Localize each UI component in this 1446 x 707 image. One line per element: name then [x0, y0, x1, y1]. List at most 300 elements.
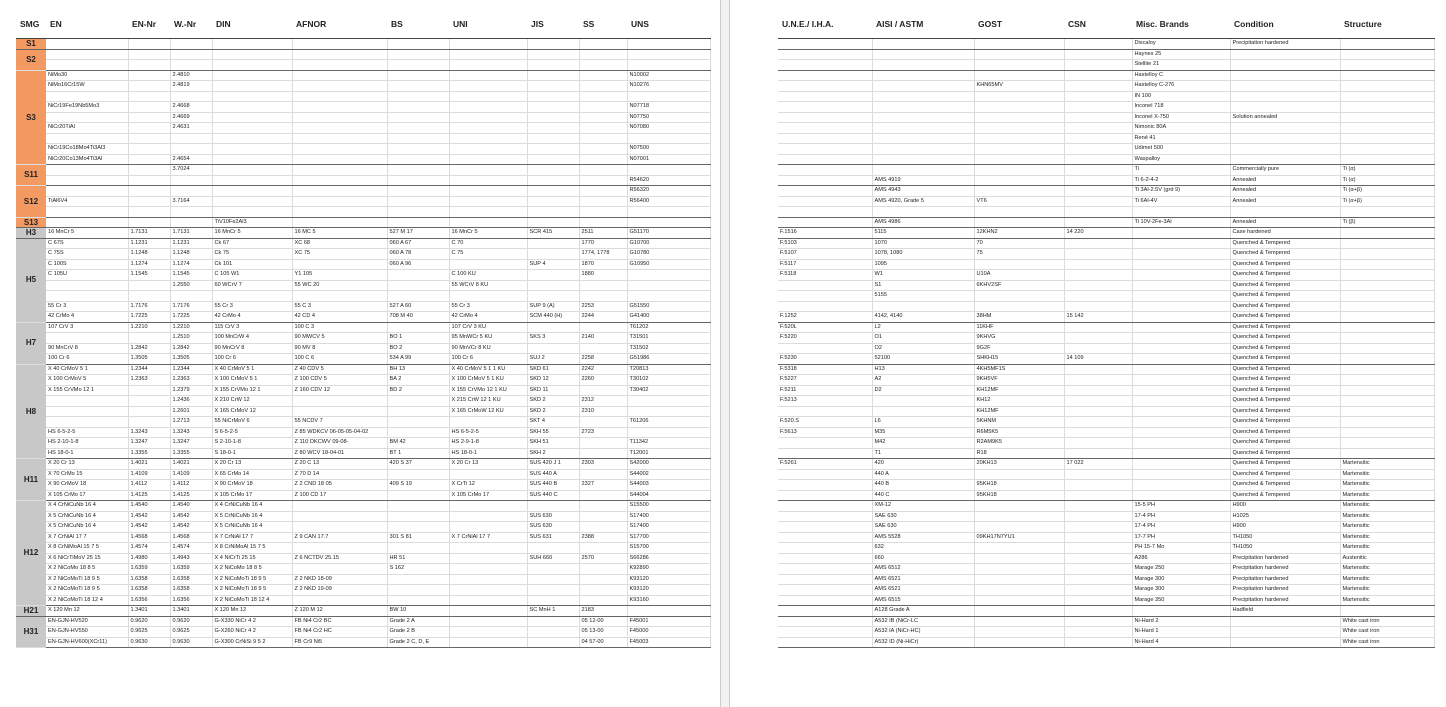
table-cell: X 20 Cr 13 — [449, 459, 527, 470]
table-cell: BD 2 — [387, 385, 449, 396]
table-cell — [527, 322, 579, 333]
table-cell — [627, 280, 710, 291]
table-cell: HR 51 — [387, 553, 449, 564]
table-cell — [128, 49, 170, 60]
table-cell: AMS 4919 — [872, 175, 974, 186]
table-cell: AMS 5528 — [872, 532, 974, 543]
table-cell — [1132, 469, 1230, 480]
table-cell — [778, 207, 872, 218]
table-cell — [974, 627, 1064, 638]
table-cell: F45000 — [627, 627, 710, 638]
table-cell: 1.6358 — [170, 574, 212, 585]
table-cell: 1.2436 — [170, 396, 212, 407]
table-cell — [527, 627, 579, 638]
table-cell: 2310 — [579, 406, 627, 417]
table-cell — [1064, 123, 1132, 134]
table-cell: AMS 6521 — [872, 574, 974, 585]
table-cell: Quenched & Tempered — [1230, 270, 1340, 281]
table-cell — [449, 217, 527, 228]
table-cell: X 40 CrMoV 5 1 1 KU — [449, 364, 527, 375]
table-cell — [292, 91, 387, 102]
column-header: EN-Nr — [128, 10, 170, 39]
table-cell — [1132, 270, 1230, 281]
table-cell: 0.9625 — [170, 627, 212, 638]
table-row — [778, 81, 1434, 92]
table-cell — [46, 207, 128, 218]
table-cell: 1.2510 — [170, 333, 212, 344]
table-cell: X 105 CrMo 17 — [46, 490, 128, 501]
table-row — [16, 81, 710, 92]
table-row — [16, 574, 710, 585]
table-cell: Martensitic — [1340, 501, 1434, 512]
table-cell: Martensitic — [1340, 585, 1434, 596]
table-cell — [1064, 532, 1132, 543]
table-cell — [1064, 259, 1132, 270]
table-cell: BM 42 — [387, 438, 449, 449]
table-cell — [872, 396, 974, 407]
table-cell — [46, 333, 128, 344]
table-cell: 60 WCrV 7 — [212, 280, 292, 291]
table-cell: Haynes 25 — [1132, 49, 1230, 60]
table-cell — [449, 616, 527, 627]
table-cell — [292, 39, 387, 50]
table-cell: 1.4943 — [170, 553, 212, 564]
table-cell: 2327 — [579, 480, 627, 491]
table-cell — [46, 175, 128, 186]
table-cell: 100 C 6 — [292, 354, 387, 365]
table-row — [778, 280, 1434, 291]
table-cell: 95 MnWCr 5 KU — [449, 333, 527, 344]
table-cell — [1064, 501, 1132, 512]
table-cell: X 4 CrNiCuNb 16 4 — [46, 501, 128, 512]
table-row — [778, 228, 1434, 239]
table-cell — [527, 501, 579, 512]
table-cell — [1132, 490, 1230, 501]
table-cell — [778, 532, 872, 543]
table-cell — [387, 207, 449, 218]
table-cell — [579, 49, 627, 60]
table-cell — [974, 102, 1064, 113]
table-cell: 1.2344 — [128, 364, 170, 375]
table-cell: 95KH18 — [974, 490, 1064, 501]
table-cell: Hastelloy C-276 — [1132, 81, 1230, 92]
table-cell: 1.4542 — [128, 511, 170, 522]
table-cell — [128, 333, 170, 344]
table-cell — [292, 133, 387, 144]
table-cell: Quenched & Tempered — [1230, 333, 1340, 344]
table-cell: Quenched & Tempered — [1230, 312, 1340, 323]
table-cell: 1.4021 — [128, 459, 170, 470]
table-cell: X 5 CrNiCuNb 16 4 — [212, 522, 292, 533]
table-cell — [1340, 343, 1434, 354]
table-cell: TiV10Fe2Al3 — [212, 217, 292, 228]
table-cell — [449, 469, 527, 480]
table-cell: Annealed — [1230, 175, 1340, 186]
table-cell — [579, 39, 627, 50]
table-cell — [449, 123, 527, 134]
table-cell: X 8 CrNiMoAl 15 7 5 — [212, 543, 292, 554]
table-cell: 2183 — [579, 606, 627, 617]
table-row — [778, 616, 1434, 627]
table-cell: 0.9625 — [128, 627, 170, 638]
table-cell: White cast iron — [1340, 616, 1434, 627]
table-cell — [527, 207, 579, 218]
column-header: Misc. Brands — [1132, 10, 1230, 39]
table-cell — [974, 574, 1064, 585]
table-cell — [1064, 112, 1132, 123]
table-cell: SUP 4 — [527, 259, 579, 270]
table-cell — [449, 112, 527, 123]
table-cell — [1340, 228, 1434, 239]
table-cell: X 40 CrMoV 5 1 — [46, 364, 128, 375]
table-cell: 100 Cr 6 — [449, 354, 527, 365]
table-cell — [170, 60, 212, 71]
table-row — [778, 553, 1434, 564]
table-cell: 1.7225 — [170, 312, 212, 323]
table-cell — [1132, 207, 1230, 218]
table-cell — [292, 196, 387, 207]
column-header: U.N.E./ I.H.A. — [778, 10, 872, 39]
table-cell: Quenched & Tempered — [1230, 438, 1340, 449]
table-cell: C 70 — [449, 238, 527, 249]
table-cell: EN-GJN-HV520 — [46, 616, 128, 627]
right-page — [730, 0, 1446, 707]
table-cell — [212, 123, 292, 134]
table-cell — [449, 196, 527, 207]
table-cell — [527, 637, 579, 648]
table-cell — [387, 543, 449, 554]
table-cell — [1340, 375, 1434, 386]
table-cell — [627, 60, 710, 71]
table-cell: Martensitic — [1340, 490, 1434, 501]
table-cell: Martensitic — [1340, 595, 1434, 606]
table-cell — [872, 123, 974, 134]
table-cell: K92890 — [627, 564, 710, 575]
column-header: SS — [579, 10, 627, 39]
table-cell: Z 20 C 13 — [292, 459, 387, 470]
table-cell — [579, 322, 627, 333]
table-cell: R56320 — [627, 186, 710, 197]
table-cell: 1.4109 — [170, 469, 212, 480]
table-cell — [527, 112, 579, 123]
table-row — [16, 322, 710, 333]
table-row — [16, 186, 710, 197]
table-cell: 1.2379 — [170, 385, 212, 396]
table-row — [778, 291, 1434, 302]
table-cell: Ck 67 — [212, 238, 292, 249]
table-cell — [1340, 333, 1434, 344]
table-cell: S 18-0-1 — [212, 448, 292, 459]
table-cell: 1.1274 — [170, 259, 212, 270]
table-cell — [170, 186, 212, 197]
table-cell — [292, 186, 387, 197]
table-row — [16, 333, 710, 344]
table-cell: AMS 4986 — [872, 217, 974, 228]
table-cell: Stellite 21 — [1132, 60, 1230, 71]
table-cell — [872, 102, 974, 113]
table-cell — [449, 39, 527, 50]
table-cell — [387, 133, 449, 144]
table-cell: 12KHN2 — [974, 228, 1064, 239]
table-cell: F.5318 — [778, 364, 872, 375]
smg-group-label: S12 — [16, 186, 46, 218]
table-cell: Quenched & Tempered — [1230, 259, 1340, 270]
table-cell: F.5230 — [778, 354, 872, 365]
table-cell: R54620 — [627, 175, 710, 186]
table-cell — [974, 616, 1064, 627]
table-cell: Martensitic — [1340, 469, 1434, 480]
table-cell — [974, 511, 1064, 522]
table-cell — [128, 154, 170, 165]
table-cell: HS 18-0-1 — [449, 448, 527, 459]
table-cell — [579, 511, 627, 522]
table-cell: 1.6358 — [128, 585, 170, 596]
table-cell: 4142, 4140 — [872, 312, 974, 323]
table-row — [16, 627, 710, 638]
table-cell — [527, 564, 579, 575]
table-cell — [1064, 522, 1132, 533]
smg-cross-reference-table — [16, 10, 711, 648]
table-cell: S42000 — [627, 459, 710, 470]
table-cell — [1064, 406, 1132, 417]
table-cell — [387, 406, 449, 417]
table-row — [16, 207, 710, 218]
table-cell — [449, 564, 527, 575]
table-cell — [1064, 70, 1132, 81]
table-cell — [974, 60, 1064, 71]
table-cell: Waspalloy — [1132, 154, 1230, 165]
table-cell: K93120 — [627, 585, 710, 596]
table-cell: 1.2842 — [170, 343, 212, 354]
table-cell — [449, 175, 527, 186]
table-cell: Solution annealed — [1230, 112, 1340, 123]
table-cell — [778, 217, 872, 228]
table-cell — [292, 102, 387, 113]
table-cell: 55 WCrV 8 KU — [449, 280, 527, 291]
table-cell — [449, 637, 527, 648]
table-cell: Hastelloy C — [1132, 70, 1230, 81]
table-cell — [1132, 417, 1230, 428]
table-cell: X 165 CrMoV 12 — [212, 406, 292, 417]
table-row — [16, 522, 710, 533]
table-cell — [778, 102, 872, 113]
table-cell: Ti 6-2-4-2 — [1132, 175, 1230, 186]
table-cell: 1.4540 — [128, 501, 170, 512]
table-cell — [128, 133, 170, 144]
table-cell: 060 A 67 — [387, 238, 449, 249]
column-header: UNS — [627, 10, 710, 39]
table-cell — [1064, 60, 1132, 71]
table-cell: SHKH15 — [974, 354, 1064, 365]
table-cell — [579, 385, 627, 396]
table-cell — [1340, 39, 1434, 50]
table-cell — [292, 123, 387, 134]
table-cell: C 75 — [449, 249, 527, 260]
table-cell: 1.4109 — [128, 469, 170, 480]
table-cell: S 2-10-1-8 — [212, 438, 292, 449]
table-cell: SUS 630 — [527, 511, 579, 522]
table-cell — [1132, 427, 1230, 438]
table-cell — [974, 144, 1064, 155]
table-cell — [527, 270, 579, 281]
table-cell — [627, 217, 710, 228]
table-cell: Annealed — [1230, 217, 1340, 228]
table-cell — [627, 49, 710, 60]
table-cell: H900 — [1230, 522, 1340, 533]
table-row — [16, 606, 710, 617]
table-cell: 2723 — [579, 427, 627, 438]
table-cell — [1064, 238, 1132, 249]
table-row — [16, 280, 710, 291]
table-cell: Martensitic — [1340, 532, 1434, 543]
table-row — [16, 637, 710, 648]
smg-group-label: H21 — [16, 606, 46, 617]
table-cell: Grade 2 A — [387, 616, 449, 627]
table-row — [16, 60, 710, 71]
table-row — [778, 91, 1434, 102]
table-cell: Marage 300 — [1132, 574, 1230, 585]
table-cell: H13 — [872, 364, 974, 375]
table-cell: 17-4 PH — [1132, 522, 1230, 533]
table-cell — [1064, 186, 1132, 197]
table-cell: L6 — [872, 417, 974, 428]
table-cell: AMS 6515 — [872, 595, 974, 606]
table-cell — [1064, 249, 1132, 260]
table-cell: A532 ID (Ni-HiCr) — [872, 637, 974, 648]
smg-group-label: S13 — [16, 217, 46, 228]
table-cell: 534 A 99 — [387, 354, 449, 365]
table-cell: 90 MnVCr 8 KU — [449, 343, 527, 354]
table-cell: 2.4668 — [170, 102, 212, 113]
table-row — [16, 543, 710, 554]
table-row — [778, 375, 1434, 386]
table-cell: Z 70 D 14 — [292, 469, 387, 480]
table-row — [16, 144, 710, 155]
table-cell: F.5211 — [778, 385, 872, 396]
table-cell — [527, 249, 579, 260]
table-cell — [387, 490, 449, 501]
table-cell: Quenched & Tempered — [1230, 354, 1340, 365]
table-cell — [1132, 343, 1230, 354]
table-cell: SKH 55 — [527, 427, 579, 438]
table-cell — [872, 60, 974, 71]
table-cell: X 210 CrW 12 — [212, 396, 292, 407]
table-cell: 20KH13 — [974, 459, 1064, 470]
table-cell — [778, 280, 872, 291]
table-cell: Martensitic — [1340, 511, 1434, 522]
table-cell: 440 A — [872, 469, 974, 480]
table-cell — [387, 186, 449, 197]
table-cell: TH1050 — [1230, 532, 1340, 543]
table-cell — [46, 133, 128, 144]
table-cell — [974, 165, 1064, 176]
table-cell: 17-4 PH — [1132, 511, 1230, 522]
table-cell: X 155 CrVMo 12 1 — [212, 385, 292, 396]
table-cell: L2 — [872, 322, 974, 333]
table-cell: BO 1 — [387, 333, 449, 344]
table-cell: SKD 11 — [527, 385, 579, 396]
table-cell — [872, 39, 974, 50]
table-cell — [1340, 91, 1434, 102]
table-cell: BT 1 — [387, 448, 449, 459]
table-row — [778, 322, 1434, 333]
table-row — [778, 249, 1434, 260]
table-cell — [778, 511, 872, 522]
table-row — [16, 616, 710, 627]
table-cell — [449, 585, 527, 596]
table-cell — [1340, 144, 1434, 155]
table-cell: R6M5K5 — [974, 427, 1064, 438]
table-cell: 1.2713 — [170, 417, 212, 428]
table-cell: G51550 — [627, 301, 710, 312]
table-header-row — [778, 10, 1434, 39]
table-cell: SUS 630 — [527, 522, 579, 533]
table-cell — [579, 186, 627, 197]
table-row — [16, 564, 710, 575]
table-cell: 0.9620 — [170, 616, 212, 627]
table-cell — [627, 270, 710, 281]
table-cell — [1230, 91, 1340, 102]
table-cell — [128, 81, 170, 92]
table-cell: Udimet 500 — [1132, 144, 1230, 155]
table-cell: EN-GJN-HV550 — [46, 627, 128, 638]
table-cell: 16 MnCr 5 — [212, 228, 292, 239]
table-cell: SUP 9 (A) — [527, 301, 579, 312]
table-cell: T12001 — [627, 448, 710, 459]
table-cell: Z 110 DKCWV 09-08- — [292, 438, 387, 449]
table-cell — [579, 70, 627, 81]
table-cell: X 105 CrMo 17 — [449, 490, 527, 501]
table-cell — [527, 585, 579, 596]
table-cell: 2.4669 — [170, 112, 212, 123]
table-cell — [292, 564, 387, 575]
table-cell — [872, 112, 974, 123]
table-cell — [579, 417, 627, 428]
table-cell: Z 9 CAN 17.7 — [292, 532, 387, 543]
smg-group-label: H5 — [16, 238, 46, 322]
table-cell — [527, 133, 579, 144]
table-cell: X 90 CrMoV 18 — [212, 480, 292, 491]
smg-group-label: H7 — [16, 322, 46, 364]
table-cell: F.5118 — [778, 270, 872, 281]
table-cell: Quenched & Tempered — [1230, 406, 1340, 417]
table-cell — [449, 165, 527, 176]
table-cell — [778, 616, 872, 627]
table-cell: 90 MWCV 5 — [292, 333, 387, 344]
table-row — [16, 154, 710, 165]
table-cell: T30402 — [627, 385, 710, 396]
table-cell: Z 100 CDV 5 — [292, 375, 387, 386]
table-row — [778, 585, 1434, 596]
table-row — [16, 469, 710, 480]
table-cell — [449, 60, 527, 71]
table-cell: Ti — [1132, 165, 1230, 176]
table-row — [778, 522, 1434, 533]
table-cell — [387, 175, 449, 186]
table-cell: G51986 — [627, 354, 710, 365]
table-cell: Quenched & Tempered — [1230, 375, 1340, 386]
table-cell: BW 10 — [387, 606, 449, 617]
table-cell: 70 — [974, 238, 1064, 249]
table-cell — [46, 217, 128, 228]
table-cell — [387, 469, 449, 480]
table-row — [778, 112, 1434, 123]
table-cell: X 105 CrMo 17 — [212, 490, 292, 501]
table-cell — [1064, 543, 1132, 554]
table-cell: 2253 — [579, 301, 627, 312]
table-row — [16, 406, 710, 417]
table-cell — [527, 91, 579, 102]
